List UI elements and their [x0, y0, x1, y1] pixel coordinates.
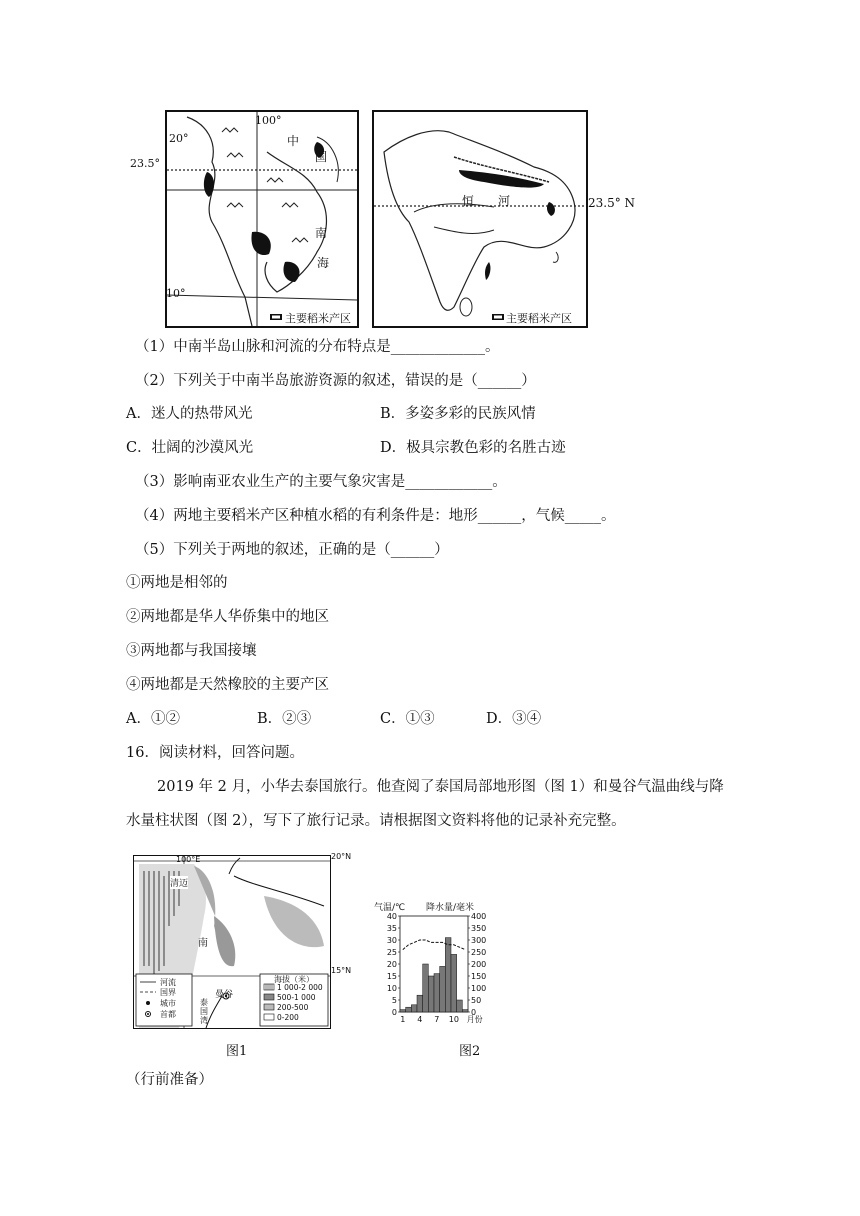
statement-1: ①两地是相邻的	[126, 575, 228, 591]
figure-2-caption: 图2	[459, 1044, 481, 1059]
lat-20-label: 20°	[169, 132, 189, 145]
q5-option-c: C．①③	[380, 711, 435, 727]
precip-bar-8	[440, 966, 446, 1012]
x-tick-label-4: 4	[417, 1015, 423, 1024]
gulf-of-thailand-label: 泰国湾	[200, 998, 208, 1025]
bangkok-climate-chart	[372, 898, 502, 1030]
rice-legend-label: 主要稻米产区	[285, 312, 351, 325]
y-right-tick-label-350: 350	[471, 924, 487, 933]
chart-ylabel-left: 气温/℃	[374, 903, 406, 913]
elevation-legend-item-1: 1 000-2 000	[277, 983, 323, 992]
statement-2: ②两地都是华人华侨集中的地区	[126, 609, 329, 625]
y-right-tick-label-0: 0	[471, 1008, 477, 1017]
precip-bar-1	[400, 1010, 406, 1012]
q5-option-d: D．③④	[486, 711, 542, 727]
question-16-title: 16．阅读材料，回答问题。	[126, 745, 304, 761]
y-right-tick-label-400: 400	[471, 912, 487, 921]
y-right-tick-label-200: 200	[471, 960, 487, 969]
south-asia-rice-map	[372, 110, 588, 328]
chart-ylabel-right: 降水量/毫米	[426, 903, 475, 913]
south-sea-label-1: 南	[315, 226, 328, 240]
y-left-tick-label-0: 0	[391, 1008, 397, 1017]
y-left-tick-label-10: 10	[386, 984, 397, 993]
lat-23-5-label: 23.5°	[130, 157, 160, 170]
precip-bar-9	[445, 938, 451, 1012]
y-right-tick-label-150: 150	[471, 972, 487, 981]
indochina-rice-map	[165, 110, 359, 328]
question-1: （1）中南半岛山脉和河流的分布特点是_____________。	[135, 339, 500, 355]
lat-23-5-n-label: 23.5° N	[588, 196, 636, 210]
temperature-line	[403, 940, 465, 950]
precip-bar-2	[406, 1007, 412, 1012]
q5-option-b: B．②③	[257, 711, 312, 727]
y-left-tick-label-25: 25	[386, 948, 397, 957]
fig1-lat15-label: 15°N	[331, 966, 352, 975]
key-city-label: 城市	[160, 999, 176, 1008]
y-left-tick-label-30: 30	[386, 936, 397, 945]
elevation-legend-item-2: 500-1 000	[277, 993, 316, 1002]
precip-bar-7	[434, 974, 440, 1012]
nan-label: 南	[198, 938, 208, 949]
elevation-legend-item-3: 200-500	[277, 1003, 309, 1012]
y-left-tick-label-40: 40	[386, 912, 397, 921]
fig1-lon-label: 100°E	[176, 855, 201, 864]
lat-10-label: 10°	[166, 287, 186, 300]
rice-legend-label-2: 主要稻米产区	[506, 312, 572, 325]
y-right-tick-label-300: 300	[471, 936, 487, 945]
precip-bar-3	[411, 1005, 417, 1012]
ganges-label-2: 河	[498, 194, 511, 208]
elevation-legend-title: 海拔（米）	[274, 975, 314, 984]
ganges-label-1: 恒	[462, 194, 475, 208]
y-left-tick-label-20: 20	[386, 960, 397, 969]
elevation-legend-item-4: 0-200	[277, 1013, 299, 1022]
key-border-label: 国界	[160, 988, 176, 997]
precip-bar-4	[417, 995, 423, 1012]
q2-option-d: D．极具宗教色彩的名胜古迹	[380, 440, 566, 456]
y-left-tick-label-35: 35	[386, 924, 397, 933]
china-label: 中	[287, 134, 300, 148]
y-left-tick-label-15: 15	[386, 972, 397, 981]
question-3: （3）影响南亚农业生产的主要气象灾害是____________。	[135, 474, 507, 490]
precip-bar-6	[428, 976, 434, 1012]
fig1-lat20-label: 20°N	[331, 852, 352, 861]
x-tick-label-7: 7	[434, 1015, 440, 1024]
figure-1-caption: 图1	[226, 1044, 248, 1059]
y-right-tick-label-100: 100	[471, 984, 487, 993]
precip-bar-10	[451, 954, 457, 1012]
q2-option-a: A．迷人的热带风光	[126, 406, 253, 422]
y-right-tick-label-250: 250	[471, 948, 487, 957]
south-sea-label-2: 海	[317, 256, 330, 270]
bangkok-label: 曼谷	[215, 990, 234, 1000]
thailand-terrain-map	[133, 855, 331, 1029]
climate-chart-plot	[372, 912, 502, 1030]
q2-option-b: B．多姿多彩的民族风情	[380, 406, 536, 422]
x-tick-label-10: 10	[448, 1015, 459, 1024]
statement-4: ④两地都是天然橡胶的主要产区	[126, 677, 329, 693]
chiang-mai-label: 清迈	[170, 876, 188, 889]
question-5: （5）下列关于两地的叙述，正确的是（______）	[135, 542, 449, 558]
precip-bar-5	[423, 964, 429, 1012]
x-axis-label: 月份	[466, 1015, 483, 1024]
q2-option-c: C．壮阔的沙漠风光	[126, 440, 254, 456]
statement-3: ③两地都与我国接壤	[126, 643, 257, 659]
indochina-map-drawing	[167, 112, 357, 326]
lon-100-label: 100°	[255, 114, 282, 127]
y-right-tick-label-50: 50	[471, 996, 482, 1005]
y-left-tick-label-5: 5	[391, 996, 397, 1005]
china-label-2: 国	[315, 150, 328, 164]
question-16-paragraph-1: 2019 年 2 月，小华去泰国旅行。他查阅了泰国局部地形图（图 1）和曼谷气温曲线与降	[157, 779, 724, 795]
question-4: （4）两地主要稻米产区种植水稻的有利条件是：地形______，气候_____。	[135, 508, 616, 524]
precip-bar-12	[462, 1010, 468, 1012]
x-tick-label-1: 1	[400, 1015, 406, 1024]
q5-option-a: A．①②	[126, 711, 180, 727]
precip-bar-11	[457, 1000, 463, 1012]
key-capital-label: 首都	[160, 1010, 176, 1019]
question-16-paragraph-2: 水量柱状图（图 2），写下了旅行记录。请根据图文资料将他的记录补充完整。	[126, 813, 626, 829]
south-asia-map-drawing	[374, 112, 586, 326]
pre-trip-prep-heading: （行前准备）	[126, 1072, 213, 1088]
key-river-label: 河流	[160, 978, 176, 987]
question-2: （2）下列关于中南半岛旅游资源的叙述，错误的是（______）	[135, 373, 536, 389]
